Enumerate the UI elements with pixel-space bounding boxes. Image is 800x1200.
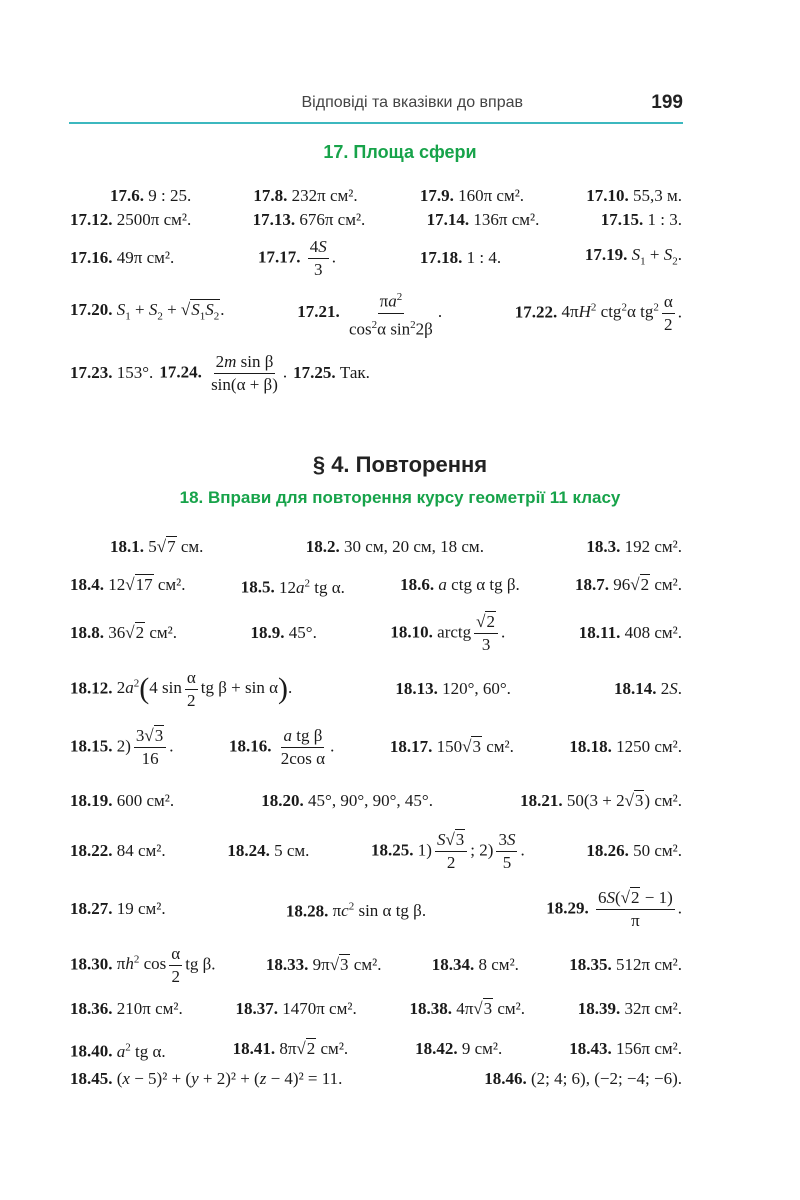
answer-item xyxy=(306,536,484,558)
answer-text: 136π см². xyxy=(473,210,540,229)
exercise-number: 18.27. xyxy=(70,899,113,918)
exercise-number: 17.9. xyxy=(419,186,454,205)
answer-line xyxy=(70,998,682,1020)
answer-text: 1250 см². xyxy=(616,737,682,756)
exercise-number: 18.37. xyxy=(235,999,278,1018)
formula: 36√2 см². xyxy=(108,623,177,642)
formula: $\frac{S√3}{2}$ xyxy=(435,830,467,873)
formula: $\frac{\alpha}{2}$ xyxy=(663,291,673,334)
answer-text: 9 см². xyxy=(461,1039,503,1059)
answer-text: 1 : 4. xyxy=(466,248,502,267)
formula: 12√17 см². xyxy=(108,575,186,595)
exercise-number: 18.29. xyxy=(546,897,589,917)
formula: 150√3 см². xyxy=(436,737,514,756)
answer-item xyxy=(484,1068,682,1090)
exercise-number: 18.33. xyxy=(265,955,309,974)
answer-item xyxy=(253,185,357,207)
answer-item xyxy=(233,1038,349,1060)
answer-item: 18.14. 2S. xyxy=(614,679,682,698)
answer-text: 45°, 90°, 90°, 45°. xyxy=(308,791,433,810)
answer-item xyxy=(70,1036,166,1063)
exercise-number: 18.46. xyxy=(484,1069,527,1088)
answer-line xyxy=(70,828,682,874)
exercise-number: 18.17. xyxy=(389,737,433,756)
exercise-number: 18.3. xyxy=(586,537,621,556)
exercise-number: 18.25. xyxy=(371,839,414,859)
formula: $a^2$ tg α. xyxy=(116,1041,166,1061)
answer-item xyxy=(70,998,183,1020)
answer-line xyxy=(70,235,682,281)
answer-item xyxy=(586,536,682,558)
answer-item xyxy=(409,998,525,1020)
formula: tg β + sin α). xyxy=(200,672,293,705)
formula: $\frac{\pi a^2}{\cos^2\alpha \sin^22\beta}$ xyxy=(347,287,435,339)
answer-item xyxy=(578,998,682,1020)
formula: $\frac{\alpha}{2}$ xyxy=(171,943,181,986)
formula: $\frac{3S}{5}$ xyxy=(498,829,516,872)
answer-text: 232π см². xyxy=(291,186,358,205)
exercise-number: 18.39. xyxy=(577,999,621,1018)
answer-text: 156π см². xyxy=(615,1039,682,1059)
formula: 50(3 + 2√3) см². xyxy=(566,791,682,810)
answer-item xyxy=(427,209,540,231)
exercise-number: 18.7. xyxy=(575,575,609,595)
answer-text: 2500π см². xyxy=(116,210,192,229)
exercise-number: 18.8. xyxy=(70,623,104,642)
exercise-number: 17.10. xyxy=(586,186,629,205)
answer-text: 45°. xyxy=(288,623,317,642)
answer-item xyxy=(400,574,520,596)
answer-item xyxy=(586,185,682,207)
answer-item: 17.21. $\frac{\pi a^2}{\cos^2\alpha \sin^22\beta}$ . xyxy=(297,287,442,339)
answer-item: 17.17. $\frac{4S}{3}$ . xyxy=(258,236,337,279)
formula: $\frac{\alpha}{2}$ xyxy=(186,667,196,710)
exercise-number: 18.13. xyxy=(395,679,438,698)
exercise-number: 17.8. xyxy=(253,186,288,205)
formula: 4π√3 см². xyxy=(456,999,526,1018)
answer-item xyxy=(70,299,225,327)
answer-line xyxy=(70,572,682,599)
answer-item xyxy=(70,944,216,987)
exercise-number: 18.43. xyxy=(569,1039,612,1059)
answer-line xyxy=(70,209,682,231)
answer-text: Так. xyxy=(339,363,370,382)
exercise-number: 18.41. xyxy=(232,1039,276,1059)
exercise-number: 18.15. xyxy=(70,735,113,755)
exercise-number: 18.19. xyxy=(70,791,113,810)
formula: $\frac{3√3}{16}$ xyxy=(134,726,166,769)
answer-line xyxy=(70,724,682,770)
answer-item xyxy=(70,790,174,812)
formula: $\frac{\text{2m sin β}}{\sin(\alpha + \beta)}$ xyxy=(211,351,278,394)
answer-line xyxy=(70,610,682,656)
formula: $S_1 + S_2 + √S_1S_2$. xyxy=(116,299,225,323)
exercise-number: 17.23. xyxy=(70,363,113,382)
formula: $4\pi H^2$ ctg$^2$α $tg^2$ xyxy=(561,301,659,321)
exercise-number: 17.14. xyxy=(426,210,470,229)
answer-item xyxy=(261,790,433,812)
formula: $\frac{4S}{3}$ xyxy=(309,236,327,279)
answer-text: 8 см². xyxy=(478,955,519,974)
answer-item xyxy=(266,954,382,976)
exercise-number: 18.1. xyxy=(110,537,144,556)
answer-item xyxy=(395,678,511,700)
exercise-number: 18.18. xyxy=(569,737,612,756)
answer-line xyxy=(70,1068,682,1090)
answer-line xyxy=(70,886,682,932)
answer-item xyxy=(241,572,345,599)
exercise-number: 18.2. xyxy=(305,537,340,556)
answer-item xyxy=(70,574,186,596)
answer-item xyxy=(110,185,191,207)
exercise-number: 17.16. xyxy=(70,248,113,267)
answer-item xyxy=(251,622,317,644)
exercise-number: 18.14. xyxy=(614,679,657,698)
answer-text: 1470π см². xyxy=(282,999,357,1018)
answer-text: 408 см². xyxy=(624,623,682,642)
answer-text: (2; 4; 6), (−2; −4; −6). xyxy=(530,1069,682,1088)
answer-line xyxy=(70,290,682,339)
exercise-number: 17.25. xyxy=(293,363,336,382)
exercise-number: 17.12. xyxy=(70,210,113,229)
formula: $\frac{√2}{3}$ xyxy=(474,612,498,655)
exercise-number: 18.20. xyxy=(261,791,304,810)
formula: $\pi c^2$ sin α tg β. xyxy=(332,900,427,921)
answer-item: 18.15. 2) $\frac{3√3}{16}$ . xyxy=(70,725,174,768)
exercise-number: 18.12. xyxy=(70,677,113,697)
answer-item xyxy=(110,536,203,558)
exercise-number: 18.36. xyxy=(70,999,113,1018)
formula: tg β. xyxy=(185,953,216,973)
answer-text: 84 см². xyxy=(116,841,166,860)
answer-text: 210π см². xyxy=(116,999,183,1018)
answer-item xyxy=(70,668,292,711)
exercise-number: 17.15. xyxy=(600,210,644,229)
exercise-number: 17.20. xyxy=(70,299,113,319)
exercise-number: 17.18. xyxy=(419,248,463,267)
exercise-number: 18.34. xyxy=(431,955,475,974)
formula: 8π√2 см². xyxy=(279,1039,349,1059)
exercise-number: 17.21. xyxy=(297,301,340,321)
exercise-number: 18.40. xyxy=(70,1041,113,1061)
answer-line xyxy=(70,1036,682,1063)
answer-text: 5 см. xyxy=(274,841,310,860)
answer-item xyxy=(420,247,501,269)
answer-line xyxy=(70,666,682,712)
formula: $\frac{\text{a tg β}}{\text{2cos α}}$ xyxy=(280,725,326,768)
answer-line xyxy=(70,790,682,812)
answer-item xyxy=(253,209,366,231)
answer-item: 17.24. $\frac{\text{2m sin β}}{\sin(\alpha + \beta)}$ . xyxy=(159,351,288,394)
exercise-number: 18.9. xyxy=(250,623,285,642)
answer-item xyxy=(579,622,682,644)
answer-item xyxy=(390,736,514,758)
answer-item: 18.10. arctg $\frac{√2}{3}$ . xyxy=(390,611,506,654)
exercise-number: 17.6. xyxy=(110,186,144,205)
formula: $12a^2$ tg α. xyxy=(279,577,345,597)
answer-item xyxy=(569,1038,682,1060)
answer-text: 30 см, 20 см, 18 см. xyxy=(344,537,484,556)
answer-item xyxy=(420,185,524,207)
page-header xyxy=(69,88,683,124)
answer-item xyxy=(235,998,356,1020)
exercise-number: 18.35. xyxy=(569,955,612,974)
answer-item xyxy=(70,1068,342,1090)
formula: 5√7 см. xyxy=(148,537,204,556)
answer-text: 120°, 60°. xyxy=(442,679,511,698)
answer-text: 600 см². xyxy=(116,791,175,810)
answer-line xyxy=(70,942,682,988)
formula: $2a^2(4$ sin xyxy=(116,672,182,705)
answer-item xyxy=(286,896,426,923)
answer-text: 1 : 3. xyxy=(647,210,682,229)
answer-item xyxy=(432,954,519,976)
exercise-number: 18.45. xyxy=(70,1069,113,1088)
answer-item xyxy=(586,840,682,862)
answer-text: 55,3 м. xyxy=(632,186,682,205)
formula: $\pi h^2$ cos xyxy=(116,953,167,973)
formula: 9π√3 см². xyxy=(312,955,382,974)
exercise-number: 18.38. xyxy=(409,999,452,1018)
answer-item xyxy=(70,622,177,644)
answer-item xyxy=(293,362,370,384)
exercise-number: 17.13. xyxy=(252,210,296,229)
answer-item xyxy=(70,898,166,920)
answer-text: 19 см². xyxy=(116,899,166,918)
running-title: Відповіді та вказівки до вправ xyxy=(301,94,523,111)
answer-item xyxy=(520,790,682,812)
answer-text: 9 : 25. xyxy=(148,186,192,205)
answer-item xyxy=(227,840,309,862)
answer-item xyxy=(415,1038,502,1060)
section-4-title: § 4. Повторення xyxy=(312,452,488,477)
answer-item xyxy=(569,736,682,758)
exercise-number: 18.4. xyxy=(70,575,104,595)
formula: 96√2 см². xyxy=(613,575,682,595)
exercise-number: 18.22. xyxy=(70,841,113,860)
answer-item xyxy=(569,954,682,976)
answer-item xyxy=(70,840,166,862)
answer-item xyxy=(70,209,191,231)
answer-text: 160π см². xyxy=(458,186,525,205)
section-18-title: 18. Вправи для повторення курсу геометрії 11 класу xyxy=(179,488,621,507)
exercise-number: 18.30. xyxy=(70,953,113,973)
exercise-number: 18.28. xyxy=(285,901,329,921)
answer-text: 50 см². xyxy=(633,841,682,860)
answer-text: 49π см². xyxy=(116,248,175,267)
formula: a ctg α tg β. xyxy=(438,575,520,595)
exercise-number: 18.42. xyxy=(415,1039,458,1059)
exercise-number: 18.16. xyxy=(229,735,272,755)
answer-line xyxy=(70,536,682,558)
answer-item: 18.25. 1) $\frac{S√3}{2}$ ; 2) $\frac{3S}{5}$ . xyxy=(371,829,525,872)
exercise-number: 18.6. xyxy=(400,575,435,595)
formula: $S_1 + S_2$. xyxy=(631,244,682,268)
answer-item xyxy=(70,247,174,269)
formula: $\frac{6S(√2 - 1)}{\pi}$ xyxy=(597,887,673,930)
page-number: 199 xyxy=(651,92,683,113)
exercise-number: 18.21. xyxy=(520,791,563,810)
exercise-number: 18.10. xyxy=(390,621,433,641)
exercise-number: 17.22. xyxy=(514,301,558,321)
answer-item xyxy=(585,244,682,272)
exercise-number: 17.17. xyxy=(258,246,301,266)
answer-item: 17.22. $4\pi H^2$ ctg$^2$α $tg^2$ $\frac{\alpha}{2}$ . xyxy=(514,291,682,334)
exercise-number: 18.24. xyxy=(227,841,270,860)
exercise-number: 18.5. xyxy=(240,577,275,597)
answer-line xyxy=(70,350,682,396)
answer-item xyxy=(575,574,682,596)
formula: (x − 5)² + (y + 2)² + (z − 4)² = 11. xyxy=(116,1069,343,1088)
section-17-title: 17. Площа сфери xyxy=(323,142,477,162)
answer-item: 17.23. 153°. xyxy=(70,363,154,382)
exercise-number: 17.19. xyxy=(584,244,628,264)
exercise-number: 17.24. xyxy=(159,361,202,381)
answer-item: 18.29. $\frac{6S(√2 - 1)}{\pi}$ . xyxy=(546,887,682,930)
answer-text: 676π см². xyxy=(299,210,366,229)
answer-item: 18.16. $\frac{\text{a tg β}}{\text{2cos α}}$ . xyxy=(229,725,335,768)
answer-text: 192 см². xyxy=(624,537,682,556)
answer-item xyxy=(601,209,682,231)
exercise-number: 18.26. xyxy=(586,841,629,860)
answer-text: 512π см². xyxy=(615,955,682,974)
answer-line xyxy=(70,185,682,207)
answer-text: 32π см². xyxy=(624,999,682,1018)
exercise-number: 18.11. xyxy=(578,623,621,642)
